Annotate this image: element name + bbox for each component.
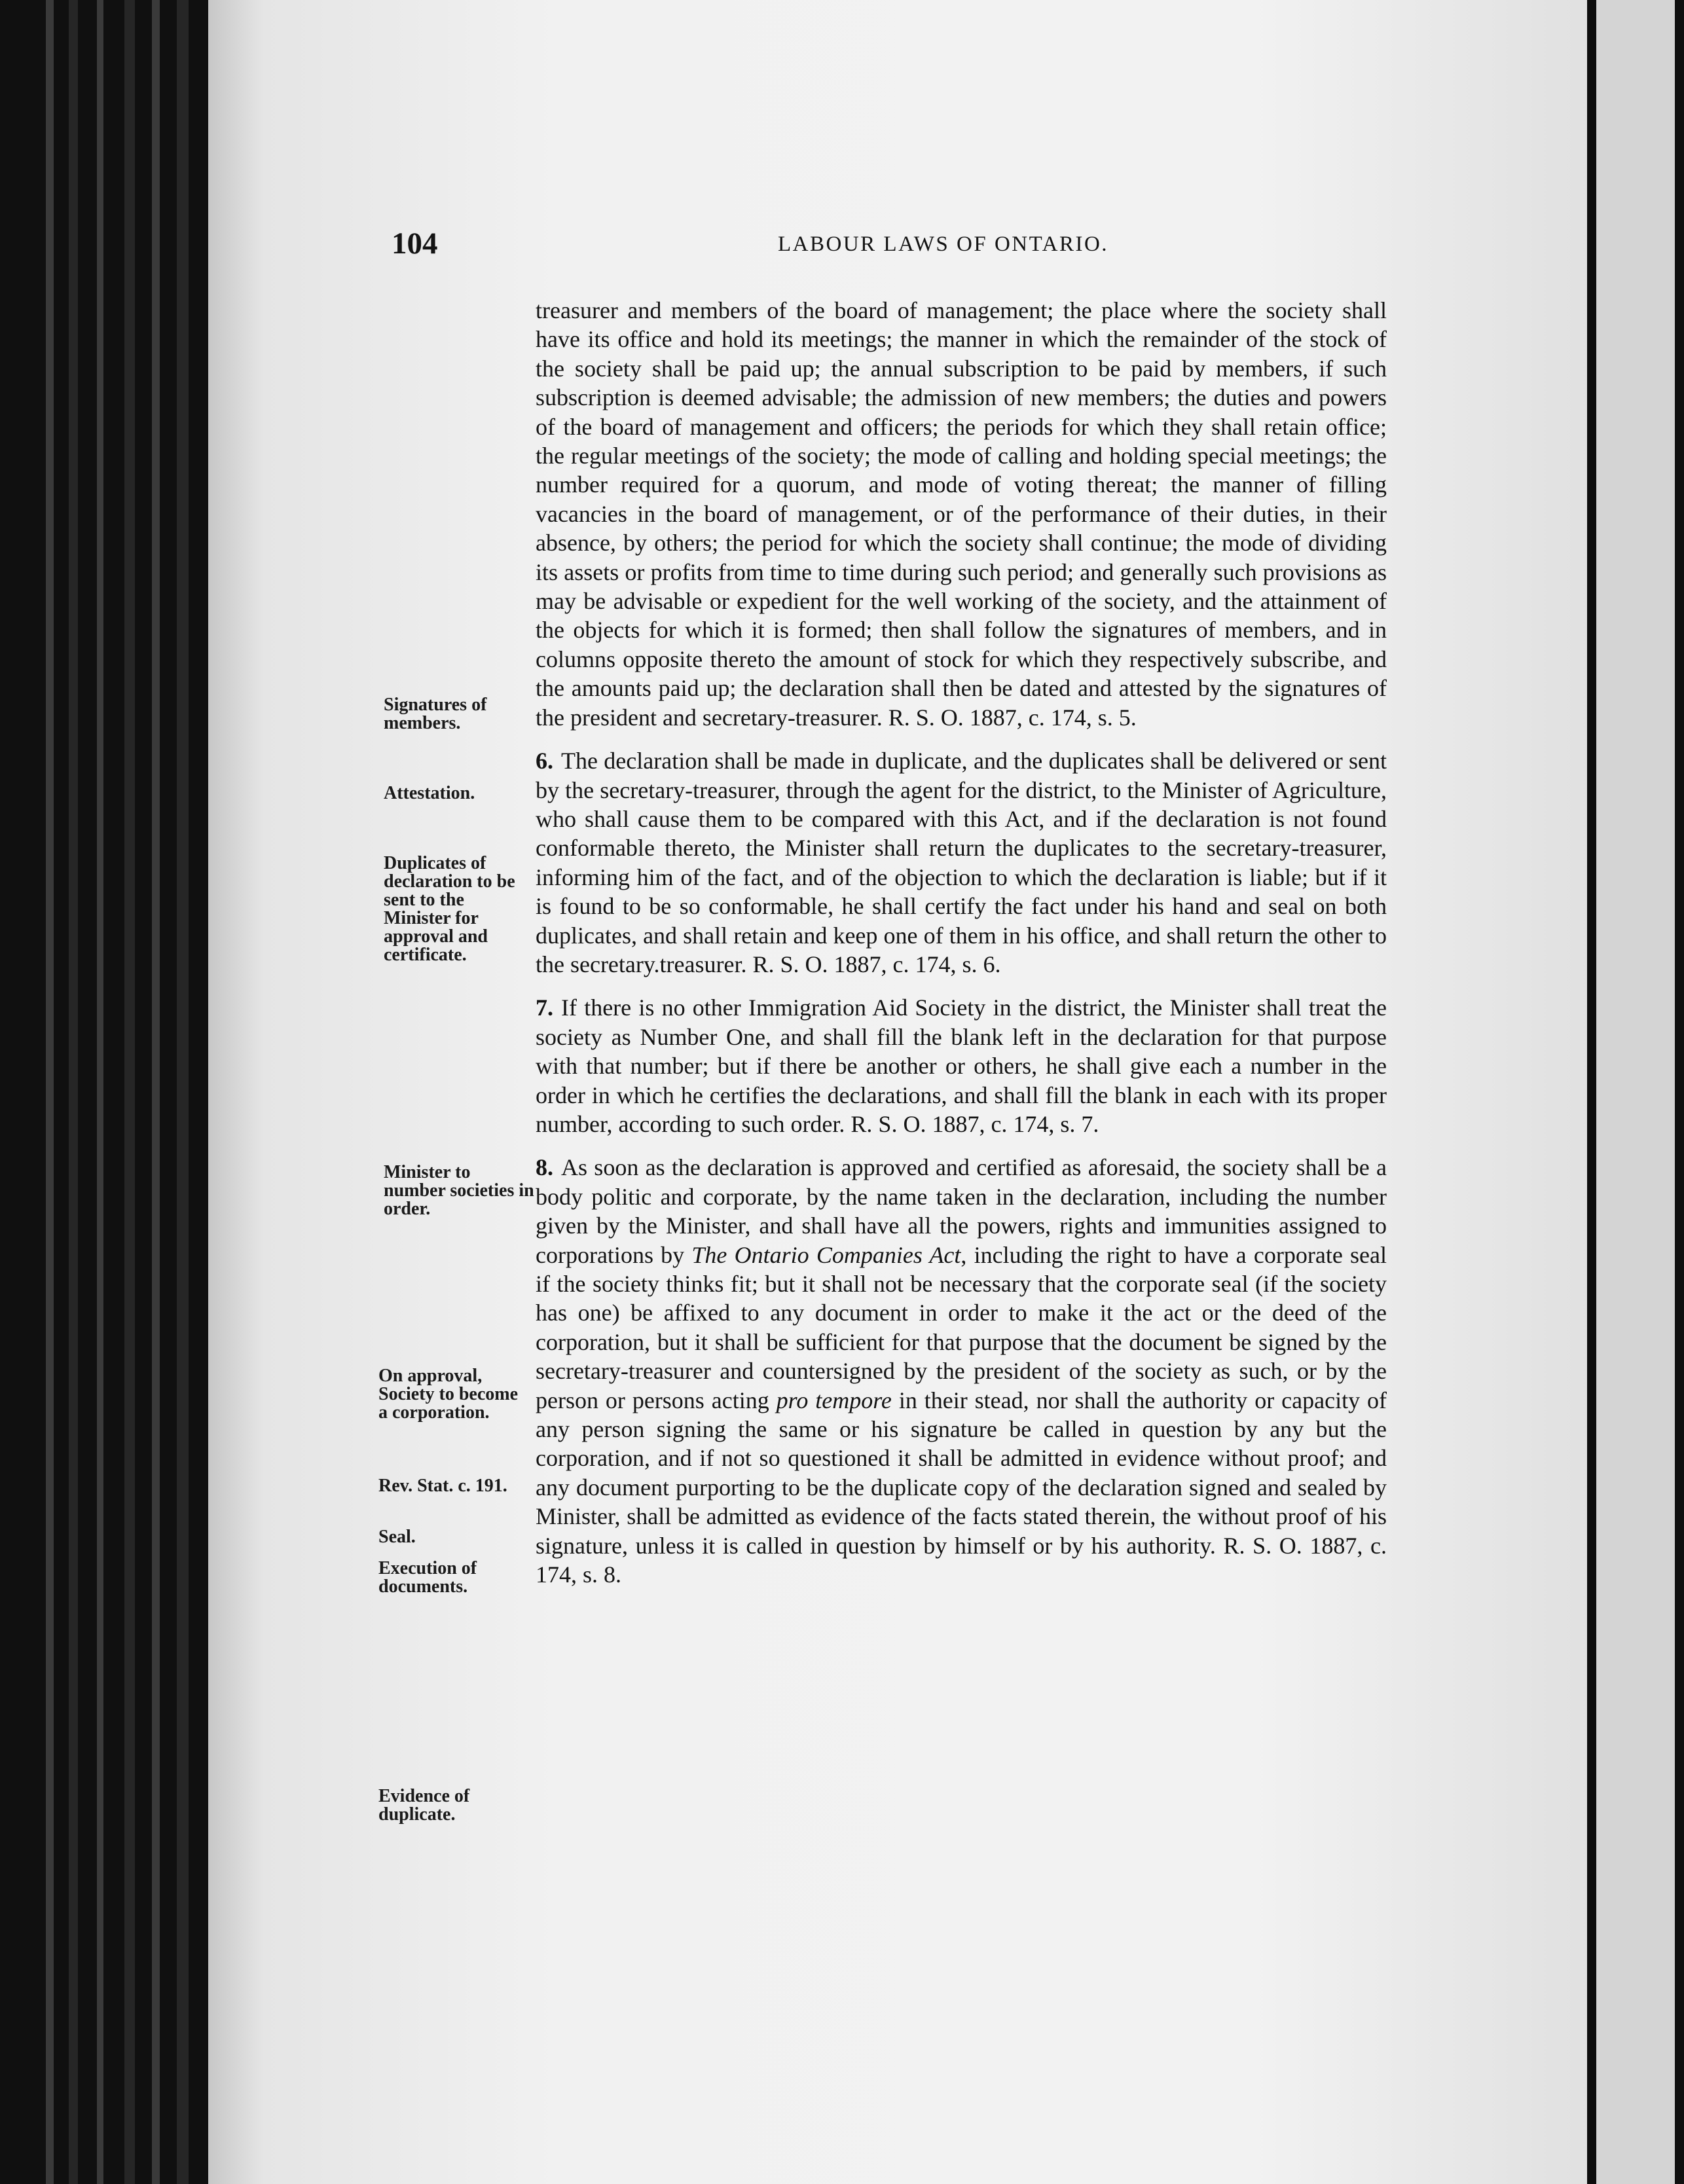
page-number: 104	[392, 227, 438, 261]
paragraph-text: As soon as the declaration is approved and certified as aforesaid, the society shall be a body politic and corporate, by the name taken in the declaration, including the number given by the Minister, and shall have all the powers, rights and immunities assigned to corporations by	[536, 1154, 1387, 1268]
section-number: 6.	[536, 748, 553, 774]
facing-page-edge	[1596, 0, 1675, 2184]
section-6	[536, 746, 1387, 979]
book-edge-stripe	[177, 0, 189, 2184]
paragraph-text: The declaration shall be made in duplicate, and the duplicates shall be delivered or sent by the secretary-treasurer, through the agent for the district, to the Minister of Agriculture, who shall cause them to be compared with this Act, and if the declaration is not found conformable thereto, the Minister shall return the duplicates to the secretary-treasurer, informing him of the fact, and of the objection to which the declaration is liable; but if it is found to be so conformable, he shall certify the fact under his hand and seal on both duplicates, and shall retain and keep one of them in his office, and shall return the other to the secretary.treasurer. R. S. O. 1887, c. 174, s. 6.	[536, 748, 1387, 977]
margin-note-minister-number: Minister to number societies in order.	[384, 1162, 534, 1219]
margin-note-attestation: Attestation.	[384, 783, 475, 803]
book-edge-stripe	[97, 0, 103, 2184]
paragraph-text: If there is no other Immigration Aid Society in the district, the Minister shall treat the society as Number One, and shall fill the blank left in the declaration for that purpose with that number; but if there be another or others, he shall give each a number in the order in which he certifies the declarations, and shall fill the blank in each with its proper number, according to such order. R. S. O. 1887, c. 174, s. 7.	[536, 994, 1387, 1137]
margin-note-evidence: Evidence of duplicate.	[378, 1786, 470, 1825]
section-number: 8.	[536, 1154, 553, 1181]
margin-note-execution: Execution of documents.	[378, 1558, 477, 1597]
margin-note-seal: Seal.	[378, 1527, 416, 1547]
margin-note-rev-stat: Rev. Stat. c. 191.	[378, 1476, 507, 1496]
running-title: LABOUR LAWS OF ONTARIO.	[778, 232, 1109, 256]
section-number: 7.	[536, 994, 553, 1021]
body-text	[536, 296, 1387, 1589]
running-head	[392, 226, 1387, 272]
book-edge-stripe	[69, 0, 78, 2184]
act-title-italic: The Ontario Companies Act	[691, 1241, 961, 1268]
margin-note-duplicates: Duplicates of declaration to be sent to the Minister for approval and certificate.	[384, 853, 515, 965]
section-7	[536, 993, 1387, 1138]
book-edge-stripe	[124, 0, 135, 2184]
paragraph-continuation	[536, 296, 1387, 732]
latin-phrase-italic: pro tempore	[776, 1387, 892, 1413]
paragraph-text: , including the right to have a corporate seal if the society thinks fit; but it shall not be necessary that the corporate seal (if the society has one) be affixed to any document in order to make it the act or the deed of the corporation, but it shall be sufficient for that purpose that the document be signed by the secretary-treasurer and countersigned by the president of the society as such, or by the person or persons acting	[536, 1241, 1387, 1413]
margin-note-on-approval: On approval, Society to become a corporation.	[378, 1366, 519, 1423]
book-edge-stripe	[46, 0, 54, 2184]
book-edge-stripe	[152, 0, 160, 2184]
paragraph-text: treasurer and members of the board of management; the place where the society shall have its office and hold its meetings; the manner in which the remainder of the stock of the society shall be paid up; the annual subscription to be paid by members, if such subscription is deemed advisable; the admission of new members; the duties and powers of the board of management and officers; the periods for which they shall retain office; the regular meetings of the society; the mode of calling and holding special meetings; the number required for a quorum, and mode of voting thereat; the manner of filling vacancies in the board of management, or of the performance of their duties, in their absence, by others; the period for which the society shall continue; the mode of dividing its assets or profits from time to time during such period; and generally such provisions as may be advisable or expedient for the well working of the society, and the attainment of the objects for which it is formed; then shall follow the signatures of members, and in columns opposite thereto the amount of stock for which they respectively subscribe, and the amounts paid up; the declaration shall then be dated and attested by the signatures of the president and secretary-treasurer. R. S. O. 1887, c. 174, s. 5.	[536, 297, 1387, 731]
section-8	[536, 1153, 1387, 1589]
margin-note-signatures: Signatures of members.	[384, 695, 487, 733]
paragraph-text: in their stead, nor shall the authority or capacity of any person signing the same or his signature be called in question by any but the corporation, and if not so questioned it shall be admitted in evidence without proof; and any document purporting to be the duplicate copy of the declaration signed and sealed by Minister, shall be admitted as evidence of the facts stated therein, the without proof of his signature, unless it is called in question by himself or by his authority. R. S. O. 1887, c. 174, s. 8.	[536, 1387, 1387, 1588]
